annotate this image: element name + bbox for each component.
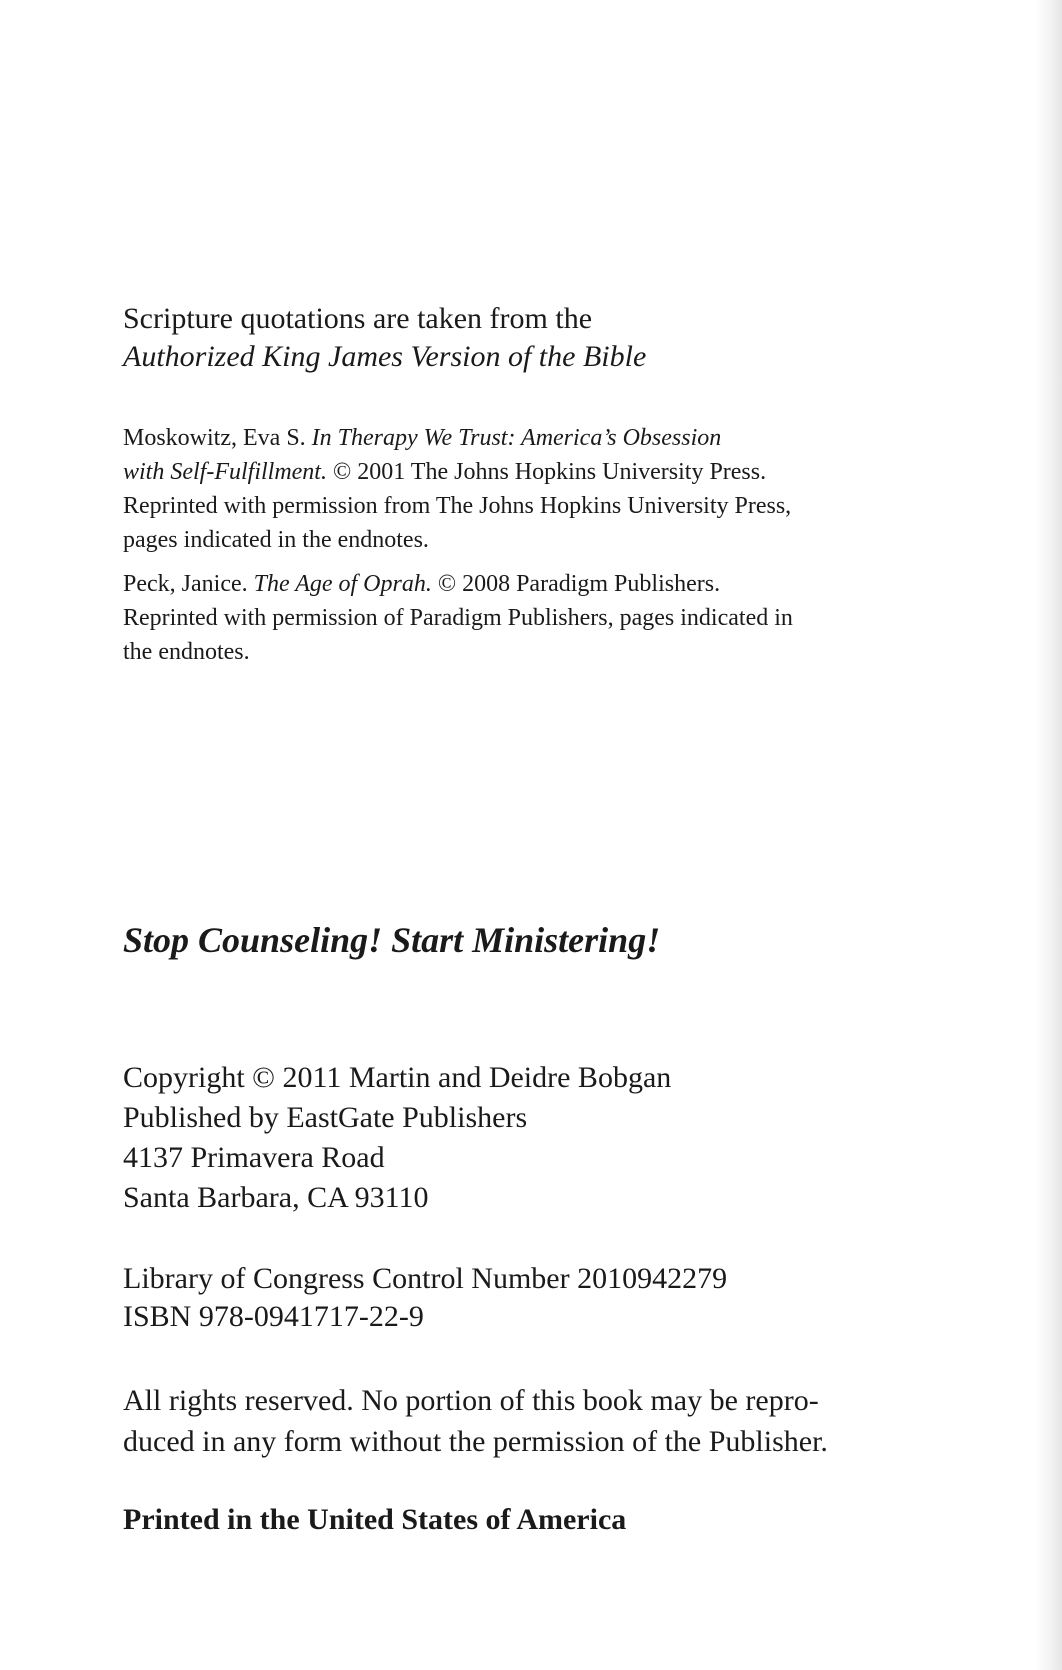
- permission-moskowitz: [123, 421, 943, 557]
- permission-peck: [123, 567, 943, 669]
- catalog-info: [123, 1260, 943, 1336]
- rights-line: All rights reserved. No portion of this book may be repro-: [123, 1384, 819, 1417]
- permission-text: Reprinted with permission from The Johns Hopkins University Press,: [123, 493, 792, 519]
- scripture-version: [123, 338, 943, 376]
- publisher-city: Santa Barbara, CA 93110: [123, 1181, 429, 1214]
- bible-version-title: Authorized King James Version of the Bible: [123, 340, 647, 373]
- citation-title: The Age of Oprah.: [253, 571, 432, 597]
- rights-line: duced in any form without the permission of the Publisher.: [123, 1425, 828, 1458]
- publisher-name: Published by EastGate Publishers: [123, 1101, 528, 1134]
- citation-author: Peck, Janice.: [123, 571, 254, 597]
- scripture-notice: [123, 300, 943, 376]
- permission-text: the endnotes.: [123, 639, 250, 665]
- printed-in-notice: Printed in the United States of America: [123, 1503, 627, 1536]
- citation-title: with Self-Fulfillment.: [123, 459, 327, 485]
- publisher-info: [123, 1058, 943, 1218]
- citation-copyright: © 2001 The Johns Hopkins University Press.: [326, 459, 767, 485]
- citation-title: In Therapy We Trust: America’s Obsession: [311, 425, 722, 451]
- permission-citation-line: [123, 567, 943, 601]
- permission-citation-line: [123, 455, 943, 489]
- citation-author: Moskowitz, Eva S.: [123, 425, 312, 451]
- book-title: Stop Counseling! Start Ministering!: [123, 920, 661, 960]
- permission-text: pages indicated in the endnotes.: [123, 527, 429, 553]
- citation-copyright: © 2008 Paradigm Publishers.: [431, 571, 721, 597]
- publisher-street: 4137 Primavera Road: [123, 1141, 385, 1174]
- lccn-line: Library of Congress Control Number 2010942279: [123, 1262, 728, 1295]
- isbn-line: ISBN 978-0941717-22-9: [123, 1300, 424, 1333]
- copyright-line: Copyright © 2011 Martin and Deidre Bobgan: [123, 1061, 672, 1094]
- rights-notice: [123, 1380, 923, 1462]
- permission-text: Reprinted with permission of Paradigm Publishers, pages indicated in: [123, 605, 793, 631]
- page-edge-shadow: [1036, 0, 1062, 1670]
- scripture-line: Scripture quotations are taken from the: [123, 302, 593, 335]
- permission-citation-line: [123, 421, 943, 455]
